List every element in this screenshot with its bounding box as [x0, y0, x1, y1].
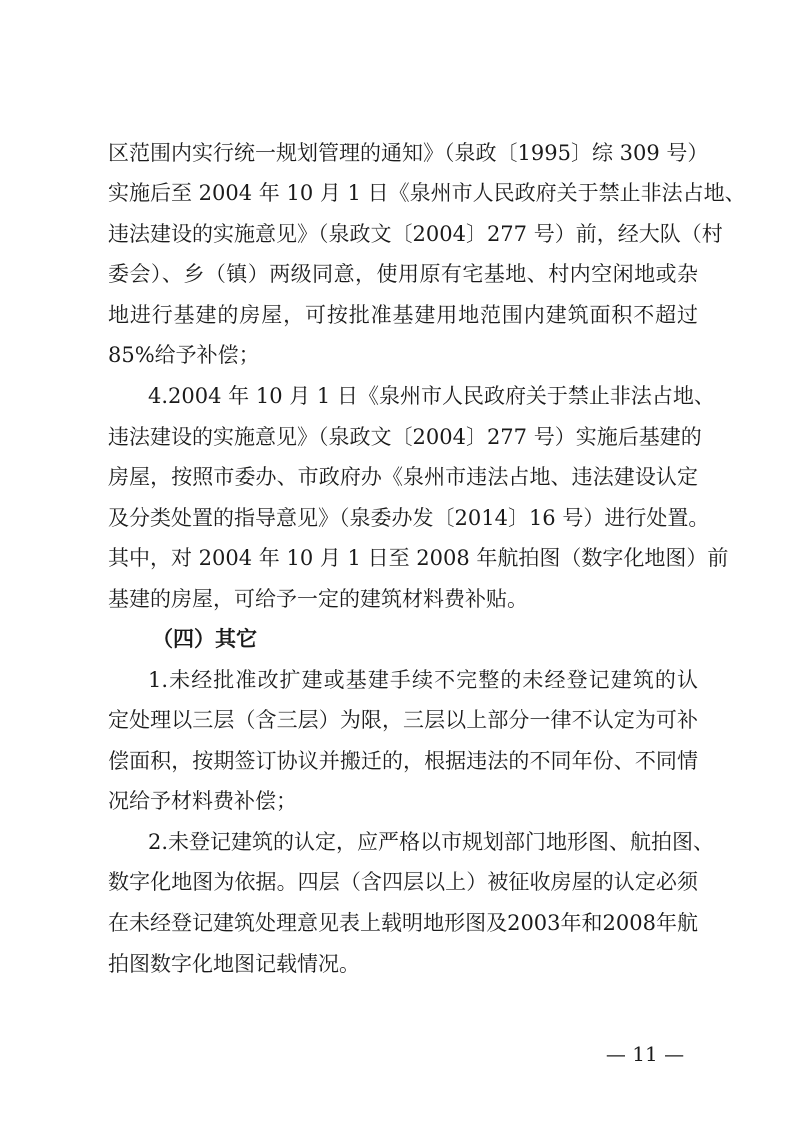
paragraph-line: 地进行基建的房屋，可按批准基建用地范围内建筑面积不超过	[108, 303, 698, 327]
paragraph-line: 委会）、乡（镇）两级同意，使用原有宅基地、村内空闲地或杂	[108, 262, 698, 286]
paragraph-line: 其中，对 2004 年 10 月 1 日至 2008 年航拍图（数字化地图）前	[108, 546, 729, 570]
paragraph-line: 拍图数字化地图记载情况。	[108, 952, 360, 976]
paragraph-line: 房屋，按照市委办、市政府办《泉州市违法占地、违法建设认定	[108, 465, 698, 489]
section-heading: （四）其它	[152, 626, 257, 651]
paragraph-line: 定处理以三层（含三层）为限，三层以上部分一律不认定为可补	[108, 708, 698, 732]
paragraph-line: 区范围内实行统一规划管理的通知》（泉政〔1995〕综 309 号）	[108, 141, 709, 165]
page-number: — 11 —	[605, 1042, 685, 1066]
paragraph-line: 及分类处置的指导意见》（泉委办发〔2014〕16 号）进行处置。	[108, 506, 710, 530]
paragraph-line: 偿面积，按期签订协议并搬迁的，根据违法的不同年份、不同情	[108, 749, 698, 773]
paragraph-line: 2.未登记建筑的认定，应严格以市规划部门地形图、航拍图、	[148, 830, 715, 854]
paragraph-line: 实施后至 2004 年 10 月 1 日《泉州市人民政府关于禁止非法占地、	[108, 181, 746, 205]
paragraph-line: 况给予材料费补偿；	[108, 789, 297, 813]
paragraph-line: 基建的房屋，可给予一定的建筑材料费补贴。	[108, 587, 528, 611]
paragraph-line: 在未经登记建筑处理意见表上载明地形图及2003年和2008年航	[108, 911, 698, 935]
paragraph-line: 违法建设的实施意见》（泉政文〔2004〕277 号）前，经大队（村	[108, 222, 723, 246]
paragraph-line: 1.未经批准改扩建或基建手续不完整的未经登记建筑的认	[148, 668, 698, 692]
paragraph-line: 数字化地图为依据。四层（含四层以上）被征收房屋的认定必须	[108, 870, 698, 894]
paragraph-line: 85%给予补偿；	[108, 343, 260, 367]
paragraph-line: 4.2004 年 10 月 1 日《泉州市人民政府关于禁止非法占地、	[148, 384, 715, 408]
paragraph-line: 违法建设的实施意见》（泉政文〔2004〕277 号）实施后基建的	[108, 425, 702, 449]
